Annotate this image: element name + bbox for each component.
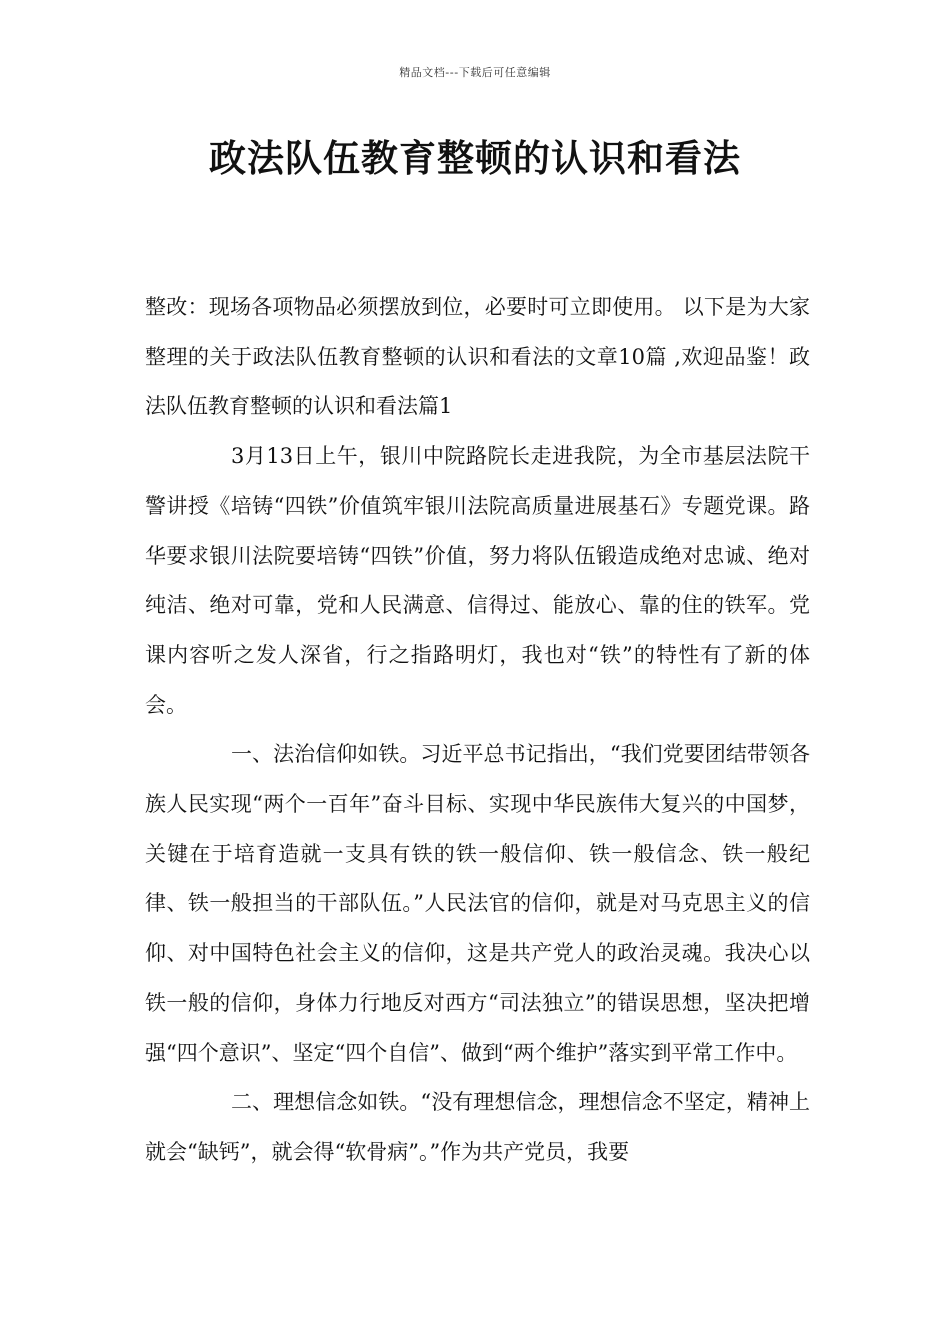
paragraph: 一、法治信仰如铁。习近平总书记指出，“我们党要团结带领各族人民实现“两个一百年”奋斗目标、实现中华民族伟大复兴的中国梦，关键在于培育造就一支具有铁的铁一般信仰、铁一般信念、铁一般纪律、铁一般担当的干部队伍。”人民法官的信仰，就是对马克思主义的信仰、对中国特色社会主义的信仰，这是共产党人的政治灵魂。我决心以铁一般的信仰，身体力行地反对西方“司法独立”的错误思想，坚决把增强“四个意识”、坚定“四个自信”、做到“两个维护”落实到平常工作中。 <box>145 742 810 1065</box>
paragraph: 3月13日上午，银川中院路院长走进我院，为全市基层法院干警讲授《培铸“四铁”价值筑牢银川法院高质量进展基石》专题党课。路华要求银川法院要培铸“四铁”价值，努力将队伍锻造成绝对忠诚、绝对纯洁、绝对可靠，党和人民满意、信得过、能放心、靠的住的铁军。党课内容听之发人深省，行之指路明灯，我也对“铁”的特性有了新的体会。 <box>145 444 810 717</box>
header-note: 精品文档---下载后可任意编辑 <box>399 66 551 79</box>
paragraph: 二、理想信念如铁。“没有理想信念，理想信念不坚定，精神上就会“缺钙”，就会得“软骨病”。”作为共产党员，我要 <box>145 1090 810 1164</box>
document-title: 政法队伍教育整顿的认识和看法 <box>209 137 741 180</box>
paragraph-intro: 整改：现场各项物品必须摆放到位，必要时可立即使用。 以下是为大家整理的关于政法队伍教育整顿的认识和看法的文章10篇 ,欢迎品鉴！政法队伍教育整顿的认识和看法篇1 <box>145 295 810 419</box>
document-body <box>145 283 810 1178</box>
